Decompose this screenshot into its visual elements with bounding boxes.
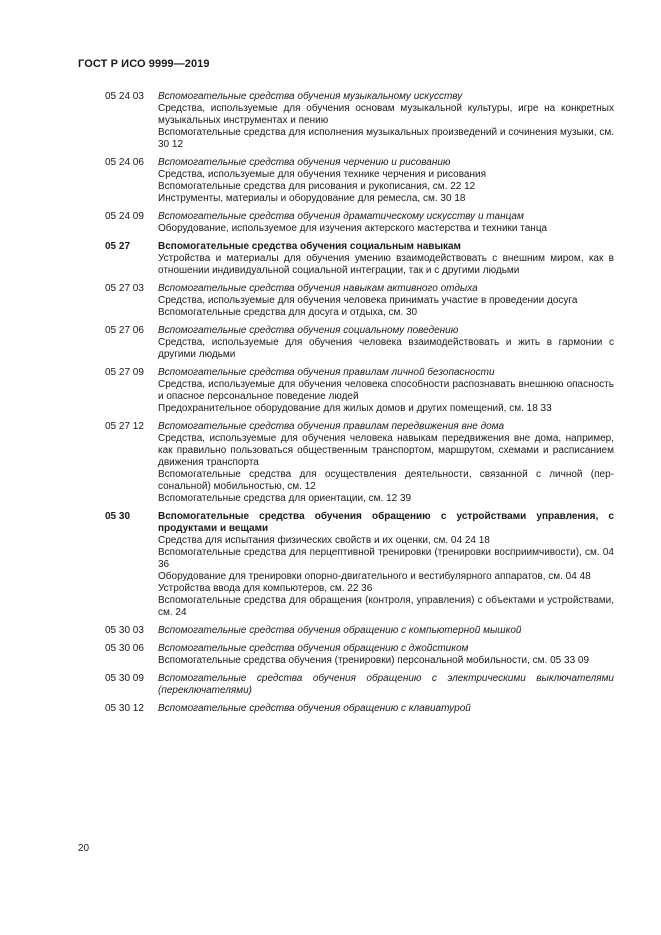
entry-body [158, 625, 614, 637]
entry-body [158, 643, 614, 667]
entry-description: Вспомогательные средства для рисования и рукописания, см. 22 12 [158, 181, 476, 192]
entry-body [158, 283, 614, 319]
entry-description: Средства, используемые для обучения технике черчения и рисования [158, 169, 486, 180]
entry-description: Средства, используемые для обучения основам музыкальной культуры, игре на конкретных музыкальных инструментах и пению [158, 103, 614, 126]
classification-entry [105, 211, 614, 235]
entry-body [158, 211, 614, 235]
classification-list [105, 91, 614, 721]
entry-title: Вспомогательные средства обучения навыкам активного отдыха [158, 283, 478, 294]
entry-title: Вспомогательные средства обучения социальному поведению [158, 325, 459, 336]
entry-body [158, 91, 614, 151]
entry-code: 05 30 [105, 511, 131, 522]
entry-title: Вспомогательные средства обучения обращению с джойстиком [158, 643, 469, 654]
classification-entry [105, 325, 614, 361]
entry-title: Вспомогательные средства обучения правилам личной безопасности [158, 367, 495, 378]
entry-code: 05 30 12 [105, 703, 144, 714]
entry-body [158, 703, 614, 715]
entry-code: 05 27 12 [105, 421, 144, 432]
entry-description: Средства, используемые для обучения человека принимать участие в проведении досуга [158, 295, 578, 306]
entry-title: Вспомогательные средства обучения обращению с электрическими выключателями (переключателями) [158, 673, 614, 696]
entry-body [158, 421, 614, 505]
entry-description: Вспомогательные средства для исполнения музыкальных произведений и сочинения музыки, см. 30 12 [158, 127, 614, 150]
page-number: 20 [78, 843, 90, 854]
entry-body [158, 673, 614, 697]
classification-entry [105, 511, 614, 619]
classification-entry [105, 91, 614, 151]
classification-entry [105, 367, 614, 415]
classification-entry [105, 421, 614, 505]
entry-title: Вспомогательные средства обучения обращению с устройствами управления, с продуктами и вещами [158, 511, 614, 534]
entry-description: Оборудование, используемое для изучения актерского мастерства и техники танца [158, 223, 548, 234]
entry-code: 05 30 03 [105, 625, 144, 636]
entry-description: Оборудование для тренировки опорно-двигательного и вестибулярного аппаратов, см. 04 48 [158, 571, 591, 582]
entry-description: Инструменты, материалы и оборудование для ремесла, см. 30 18 [158, 193, 466, 204]
entry-code: 05 24 03 [105, 91, 144, 102]
entry-code: 05 27 03 [105, 283, 144, 294]
entry-description: Устройства ввода для компьютеров, см. 22 36 [158, 583, 373, 594]
entry-body [158, 511, 614, 619]
entry-code: 05 27 [105, 241, 131, 252]
entry-code: 05 30 09 [105, 673, 144, 684]
entry-description: Вспомогательные средства обучения (тренировки) персональной мобильности, см. 05 33 09 [158, 655, 590, 666]
classification-entry [105, 625, 614, 637]
entry-code: 05 27 09 [105, 367, 144, 378]
entry-title: Вспомогательные средства обучения черчению и рисованию [158, 157, 451, 168]
classification-entry [105, 643, 614, 667]
entry-body [158, 157, 614, 205]
entry-description: Устройства и материалы для обучения умению взаимодействовать с внешним миром, как в отношении индивидуальной социальной интеграции, так и с другими людьми [158, 253, 614, 276]
entry-description: Вспомогательные средства для досуга и отдыха, см. 30 [158, 307, 418, 318]
entry-title: Вспомогательные средства обучения социальным навыкам [158, 241, 461, 252]
entry-description: Средства, используемые для обучения человека навыкам передвижения вне дома, например, как правильно пользоваться общественным транспортом, маршрутом, схемами и расписанием движения транспорта [158, 433, 614, 468]
entry-description: Средства для испытания физических свойств и их оценки, см. 04 24 18 [158, 535, 490, 546]
entry-description: Вспомогательные средства для осуществления деятельности, связанной с личной (персональной) мобильностью, см. 12 [158, 469, 614, 492]
classification-entry [105, 673, 614, 697]
entry-title: Вспомогательные средства обучения обращению с клавиатурой [158, 703, 471, 714]
entry-body [158, 325, 614, 361]
entry-description: Предохранительное оборудование для жилых домов и других помещений, см. 18 33 [158, 403, 552, 414]
entry-code: 05 30 06 [105, 643, 144, 654]
entry-description: Средства, используемые для обучения человека взаимодействовать и жить в гармонии с другими людьми [158, 337, 614, 360]
entry-code: 05 27 06 [105, 325, 144, 336]
entry-description: Средства, используемые для обучения человека способности распознавать внешнюю опасность и опасное персональное поведение людей [158, 379, 614, 402]
entry-description: Вспомогательные средства для обращения (контроля, управления) с объектами и устройствами, см. 24 [158, 595, 614, 618]
entry-title: Вспомогательные средства обучения музыкальному искусству [158, 91, 463, 102]
entry-body [158, 367, 614, 415]
entry-description: Вспомогательные средства для перцептивной тренировки (тренировки восприимчивости), см. 04 36 [158, 547, 614, 570]
entry-code: 05 24 06 [105, 157, 144, 168]
entry-description: Вспомогательные средства для ориентации, см. 12 39 [158, 493, 412, 504]
classification-entry [105, 283, 614, 319]
entry-title: Вспомогательные средства обучения обращению с компьютерной мышкой [158, 625, 522, 636]
classification-entry [105, 157, 614, 205]
entry-body [158, 241, 614, 277]
entry-title: Вспомогательные средства обучения правилам передвижения вне дома [158, 421, 505, 432]
classification-entry [105, 241, 614, 277]
entry-title: Вспомогательные средства обучения драматическому искусству и танцам [158, 211, 524, 222]
entry-code: 05 24 09 [105, 211, 144, 222]
document-header: ГОСТ Р ИСО 9999—2019 [78, 58, 210, 70]
classification-entry [105, 703, 614, 715]
